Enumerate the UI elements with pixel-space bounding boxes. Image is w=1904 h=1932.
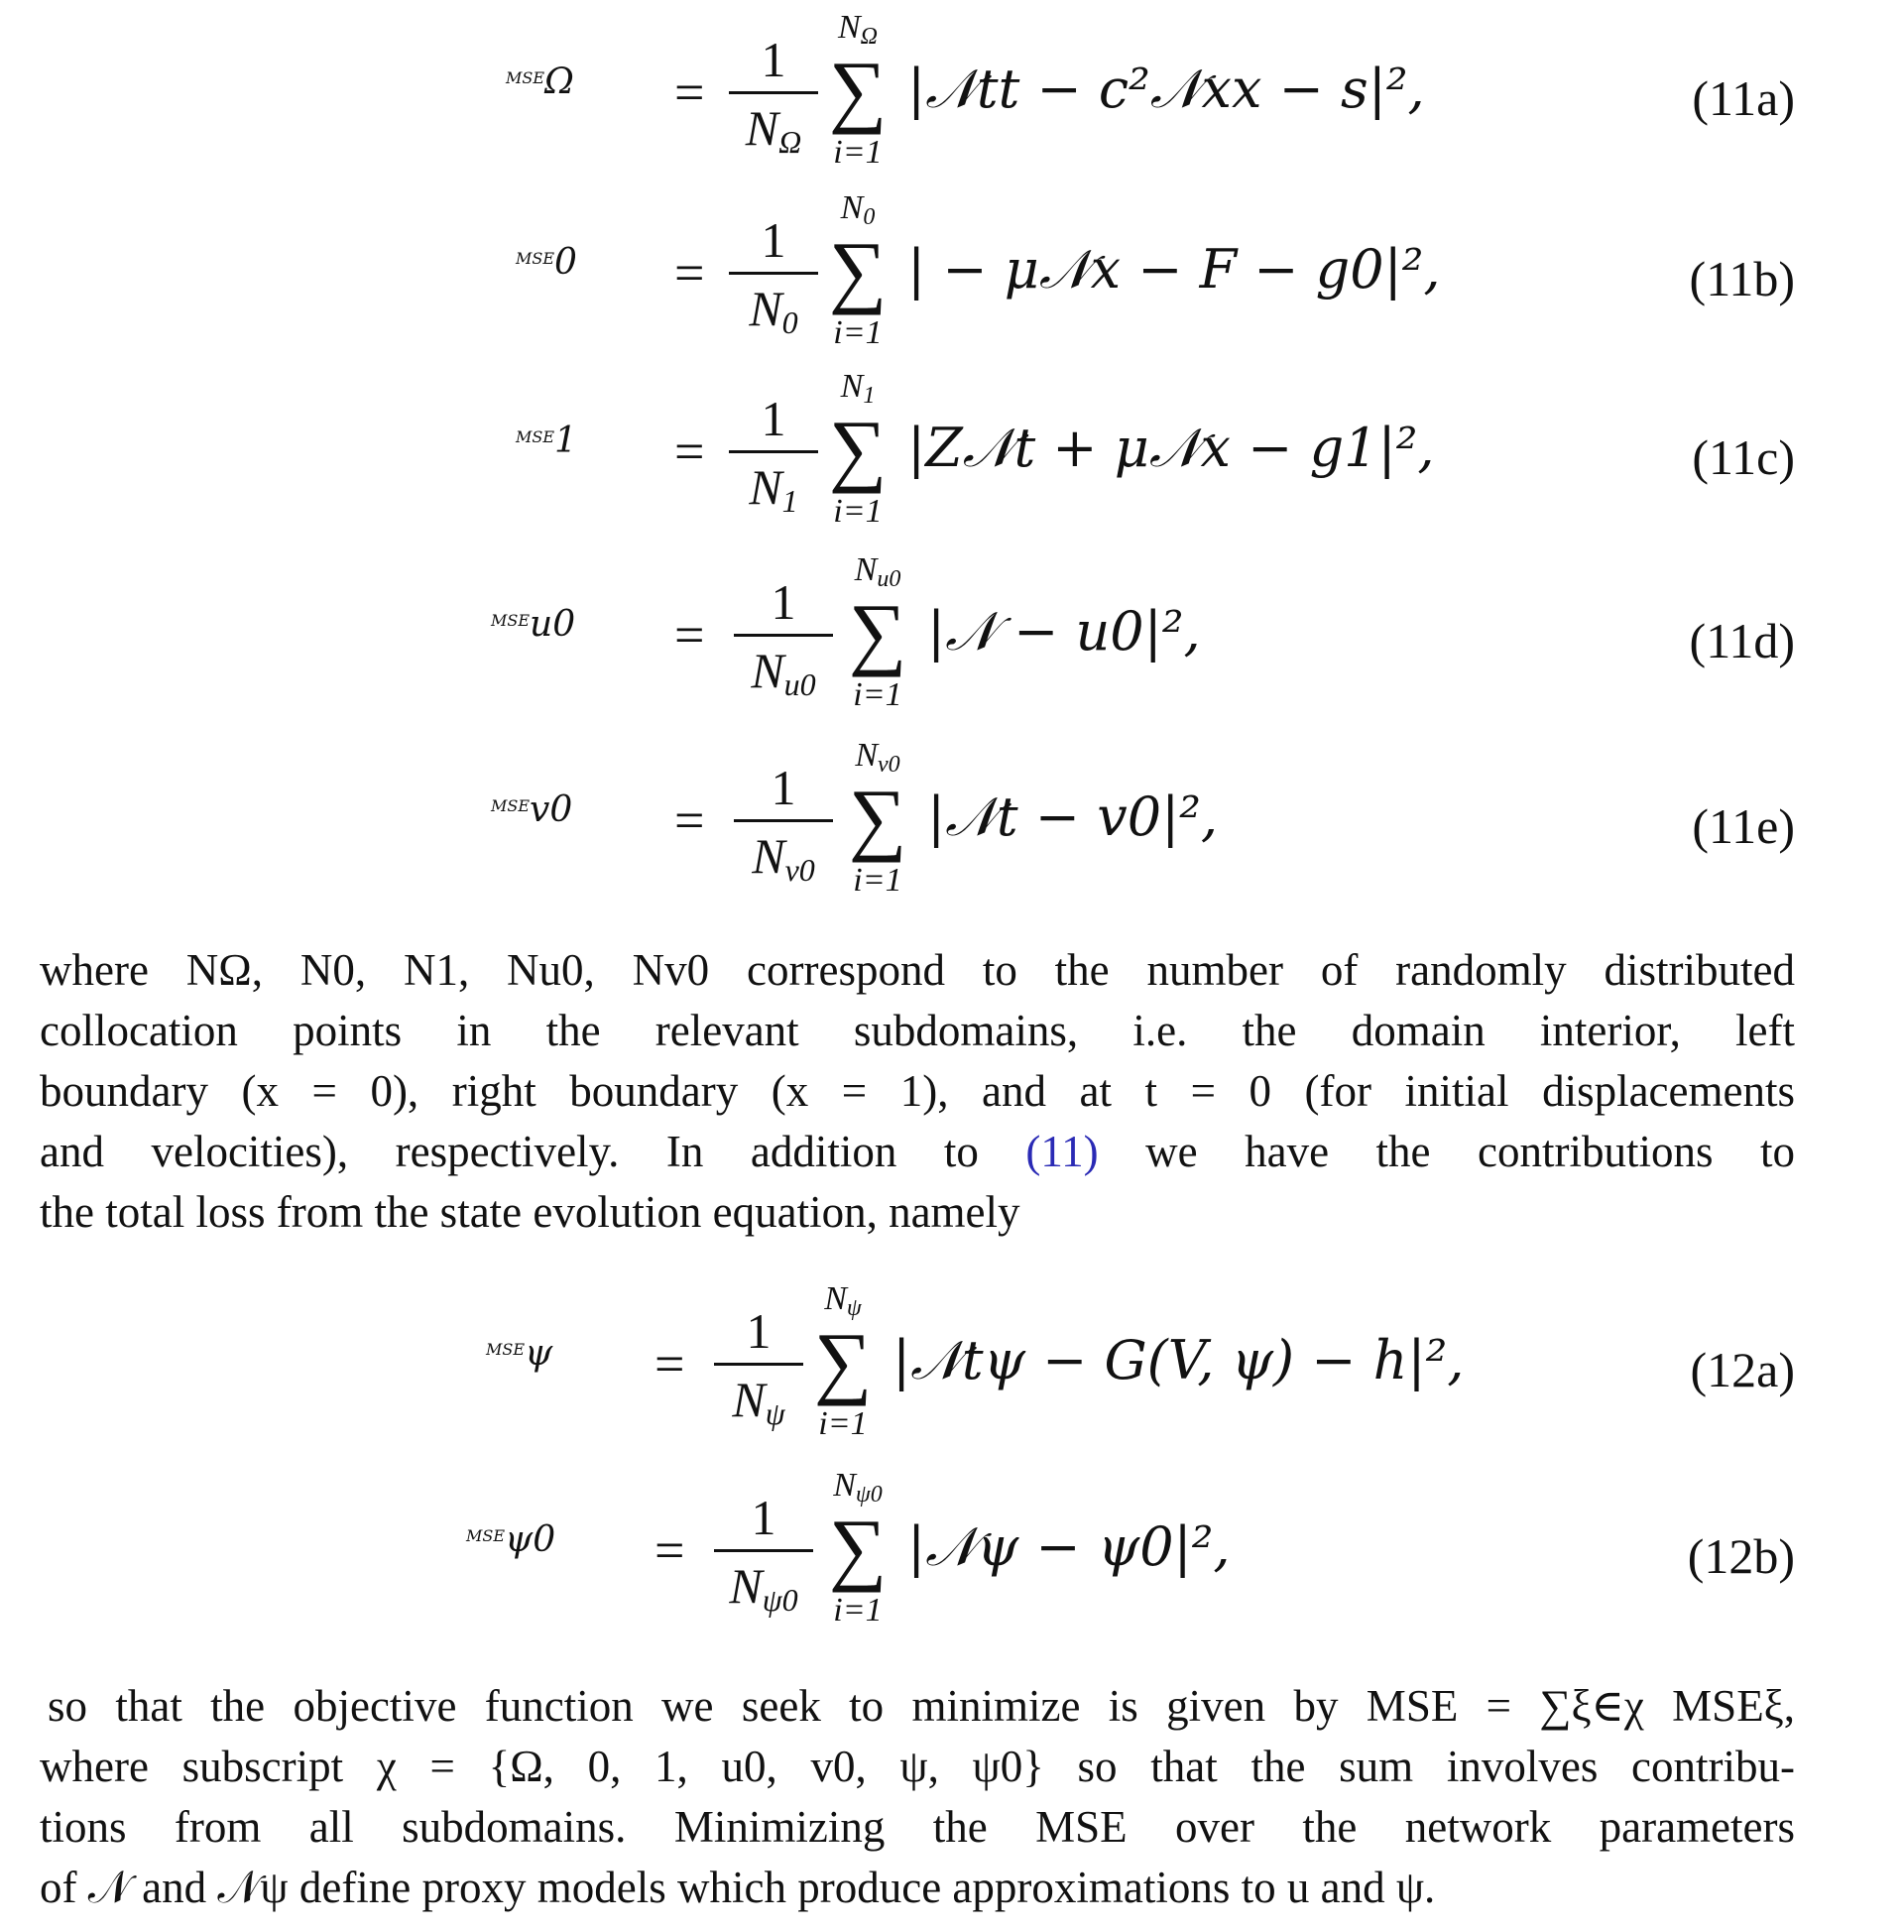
text-line: the total loss from the state evolution equation, namely bbox=[40, 1187, 1020, 1237]
summation: $N_0$ ∑ i=1 bbox=[828, 189, 888, 351]
text-line: collocation points in the relevant subdomains, i.e. the domain interior, left bbox=[40, 1006, 1795, 1055]
eq-body: |𝒩tψ − G(V, ψ) − h|², bbox=[892, 1329, 1465, 1391]
summation: $N_{u0}$ ∑ i=1 bbox=[848, 551, 907, 713]
text-line: so that the objective function we seek to minimize is given by MSE = ∑ξ∈χ MSEξ, bbox=[48, 1681, 1795, 1731]
text-line: of 𝒩 and 𝒩ψ define proxy models which produce approximations to u and ψ. bbox=[40, 1863, 1436, 1912]
eq-lhs: MSEu0 bbox=[491, 604, 576, 645]
equation-11a: MSEΩ = 1 $N_\Omega$ $N_\Omega$ ∑ i=1 |𝒩tt − c²𝒩xx − s|², (11a) bbox=[0, 8, 1904, 186]
fraction: 1 $N_{\psi 0}$ bbox=[714, 1490, 813, 1668]
summation: $N_\Omega$ ∑ i=1 bbox=[828, 9, 888, 171]
summation: $N_{\psi 0}$ ∑ i=1 bbox=[828, 1467, 888, 1629]
eq-body: | − μ𝒩x − F − g0|², bbox=[907, 238, 1441, 301]
eq-body: |𝒩ψ − ψ0|², bbox=[907, 1515, 1231, 1578]
eq-lhs: MSEψ0 bbox=[466, 1519, 556, 1560]
equation-reference-link[interactable]: (11) bbox=[1025, 1127, 1099, 1176]
fraction: 1 $N_{u0}$ bbox=[734, 574, 833, 753]
equation-label: (11d) bbox=[1689, 613, 1795, 668]
equation-label: (11e) bbox=[1692, 798, 1795, 854]
eq-body: |𝒩tt − c²𝒩xx − s|², bbox=[907, 58, 1425, 120]
eq-lhs: MSEΩ bbox=[506, 61, 574, 102]
paragraph-2 bbox=[40, 1676, 1795, 1918]
equation-11c: MSE1 = 1 $N_1$ $N_1$ ∑ i=1 |Z𝒩t + μ𝒩x − g1|², (11c) bbox=[0, 367, 1904, 545]
eq-body: |𝒩 − u0|², bbox=[927, 600, 1201, 663]
equation-label: (12b) bbox=[1687, 1528, 1795, 1584]
text-line: where NΩ, N0, N1, Nu0, Nv0 correspond to the number of randomly distributed bbox=[40, 945, 1795, 995]
summation: $N_\psi$ ∑ i=1 bbox=[813, 1280, 873, 1442]
text-line: and velocities), respectively. In addition to (11) we have the contributions to bbox=[40, 1127, 1795, 1176]
equation-11d: MSEu0 = 1 $N_{u0}$ $N_{u0}$ ∑ i=1 |𝒩 − u0|², (11d) bbox=[0, 550, 1904, 729]
eq-lhs: MSEψ bbox=[486, 1333, 553, 1374]
summation: $N_{v0}$ ∑ i=1 bbox=[848, 737, 907, 899]
fraction: 1 $N_\Omega$ bbox=[729, 32, 818, 210]
equation-11b: MSE0 = 1 $N_0$ $N_0$ ∑ i=1 | − μ𝒩x − F − g0|², (11b) bbox=[0, 188, 1904, 367]
eq-lhs: MSE1 bbox=[516, 421, 577, 461]
equation-11e: MSEv0 = 1 $N_{v0}$ $N_{v0}$ ∑ i=1 |𝒩t − v0|², (11e) bbox=[0, 736, 1904, 914]
equation-label: (12a) bbox=[1690, 1342, 1795, 1397]
equation-label: (11a) bbox=[1692, 70, 1795, 126]
fraction: 1 $N_{v0}$ bbox=[734, 760, 833, 938]
fraction: 1 $N_1$ bbox=[729, 391, 818, 569]
eq-lhs: MSEv0 bbox=[491, 789, 573, 830]
eq-lhs: MSE0 bbox=[516, 242, 577, 283]
eq-body: |Z𝒩t + μ𝒩x − g1|², bbox=[907, 417, 1435, 479]
text-line: where subscript χ = {Ω, 0, 1, u0, v0, ψ, ψ0} so that the sum involves contribu- bbox=[40, 1742, 1795, 1791]
summation: $N_1$ ∑ i=1 bbox=[828, 368, 888, 530]
fraction: 1 $N_\psi$ bbox=[714, 1303, 803, 1482]
text-line: boundary (x = 0), right boundary (x = 1), and at t = 0 (for initial displacements bbox=[40, 1066, 1795, 1116]
fraction: 1 $N_0$ bbox=[729, 212, 818, 391]
eq-body: |𝒩t − v0|², bbox=[927, 785, 1219, 848]
equation-12b: MSEψ0 = 1 $N_{\psi 0}$ $N_{\psi 0}$ ∑ i=1 |𝒩ψ − ψ0|², (12b) bbox=[0, 1466, 1904, 1644]
equation-label: (11b) bbox=[1689, 251, 1795, 306]
equation-12a: MSEψ = 1 $N_\psi$ $N_\psi$ ∑ i=1 |𝒩tψ − G(V, ψ) − h|², (12a) bbox=[0, 1279, 1904, 1458]
text-line: tions from all subdomains. Minimizing the MSE over the network parameters bbox=[40, 1802, 1795, 1852]
paragraph-1 bbox=[40, 940, 1795, 1243]
equation-label: (11c) bbox=[1692, 429, 1795, 485]
